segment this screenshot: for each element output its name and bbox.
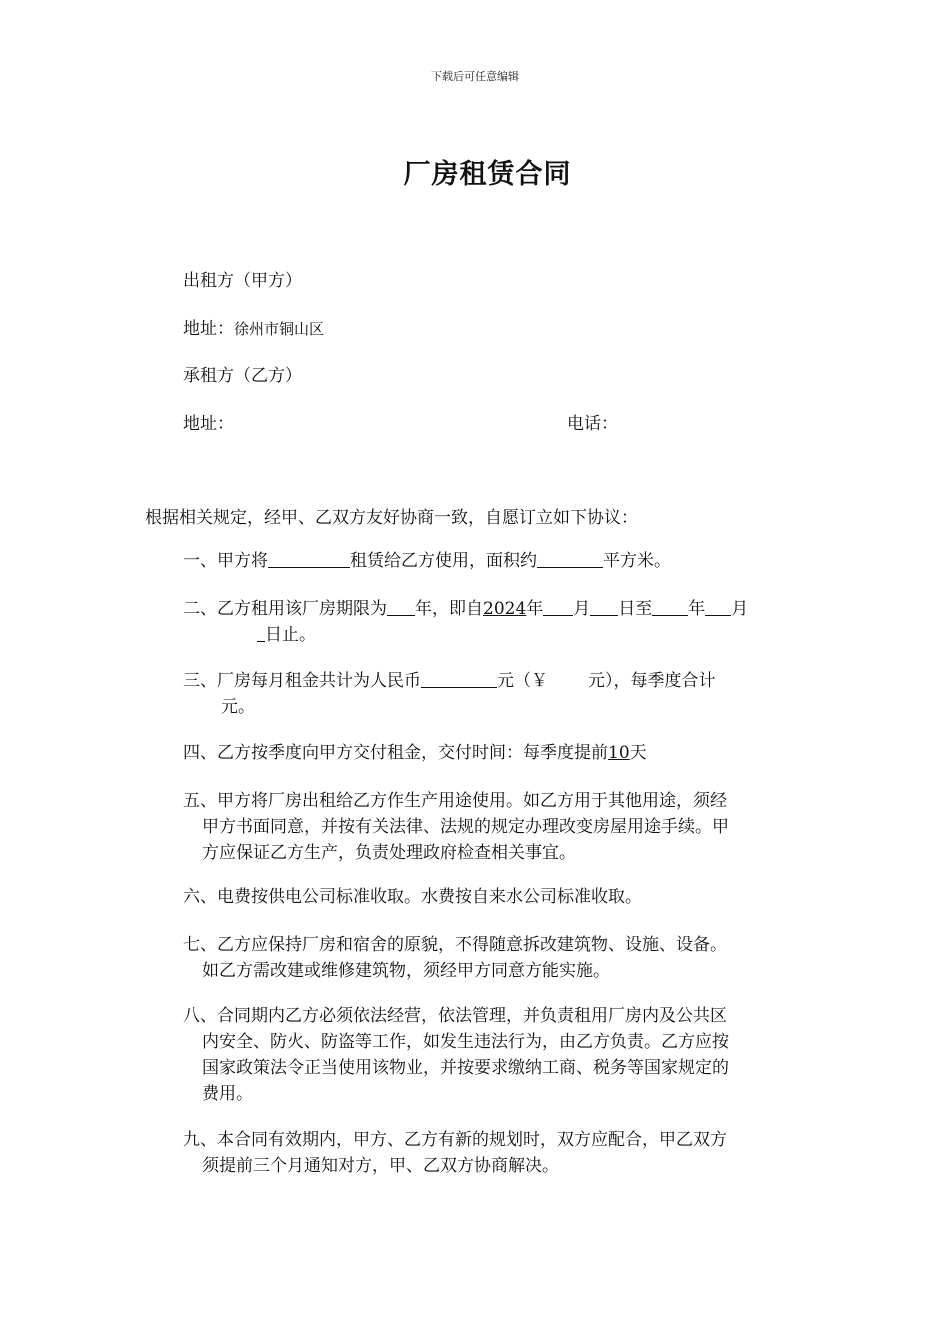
clause-3-text-b: 元（￥: [497, 671, 548, 691]
clause-3-text-a: 三、厂房每月租金共计为人民币: [183, 671, 421, 691]
contract-title: 厂房租赁合同: [403, 159, 572, 190]
clause-2-text-h: 日止。: [265, 625, 316, 645]
monthly-rent-blank: [421, 670, 497, 688]
start-day-blank: [590, 598, 618, 616]
clause-2-text-c: 年: [526, 599, 544, 619]
clause-2-text-g: 月: [731, 599, 749, 619]
lessor-address-value: 徐州市铜山区: [234, 320, 325, 338]
clause-1-text-c: 平方米。: [603, 551, 671, 571]
clause-9-line-1: 九、本合同有效期内，甲方、乙方有新的规划时，双方应配合，甲乙双方: [183, 1130, 727, 1150]
term-years-blank: [387, 598, 415, 616]
clause-2-text-b: 年，即自: [415, 599, 483, 619]
clause-8-line-4: 费用。: [202, 1084, 253, 1104]
end-day-blank: [257, 624, 265, 642]
clause-5-line-1: 五、甲方将厂房出租给乙方作生产用途使用。如乙方用于其他用途，须经: [183, 791, 727, 811]
clause-6: [183, 884, 803, 910]
clause-4-text-a: 四、乙方按季度向甲方交付租金，交付时间：每季度提前: [183, 743, 608, 763]
premises-blank: [268, 550, 350, 568]
clause-3-text-c: 元），每季度合计: [588, 671, 716, 691]
area-blank: [537, 550, 603, 568]
clause-1-text-b: 租赁给乙方使用，面积约: [350, 551, 537, 571]
lessee-label: 承租方（乙方）: [183, 366, 302, 386]
clause-7-line-1: 七、乙方应保持厂房和宿舍的原貌，不得随意拆改建筑物、设施、设备。: [183, 935, 727, 955]
clause-7: [183, 932, 803, 984]
clause-4: [183, 740, 803, 766]
lessee-address-label: 地址：: [183, 414, 234, 434]
clause-3: [183, 668, 803, 720]
clause-5-line-3: 方应保证乙方生产，负责处理政府检查相关事宜。: [202, 843, 576, 863]
end-month-blank: [705, 598, 731, 616]
start-month-blank: [543, 598, 573, 616]
start-year: 2024: [483, 599, 527, 619]
clause-2-text-d: 月: [573, 599, 591, 619]
clause-9-line-2: 须提前三个月通知对方，甲、乙双方协商解决。: [202, 1156, 559, 1176]
header-note: 下载后可任意编辑: [431, 70, 519, 83]
clause-2-text-f: 年: [688, 599, 706, 619]
lessor-address: [183, 314, 324, 339]
lessor-address-label: 地址：: [183, 319, 234, 339]
clause-2: [183, 596, 803, 648]
advance-days: 10: [608, 743, 630, 763]
clause-2-text-e: 日至: [618, 599, 653, 619]
clause-8-line-1: 八、合同期内乙方必须依法经营，依法管理，并负责租用厂房内及公共区: [183, 1006, 727, 1026]
clause-7-line-2: 如乙方需改建或维修建筑物，须经甲方同意方能实施。: [202, 961, 610, 981]
clause-3-text-d: 元。: [221, 697, 255, 717]
lessor-label: 出租方（甲方）: [183, 271, 302, 291]
clause-8-line-2: 内安全、防火、防盗等工作，如发生违法行为，由乙方负责。乙方应按: [202, 1032, 729, 1052]
clause-2-text-a: 二、乙方租用该厂房期限为: [183, 599, 387, 619]
clause-8: [183, 1003, 803, 1107]
clause-1-text-a: 一、甲方将: [183, 551, 268, 571]
intro-paragraph: 根据相关规定，经甲、乙双方友好协商一致，自愿订立如下协议：: [145, 508, 638, 528]
clause-1: [183, 548, 803, 574]
clause-9: [183, 1127, 803, 1179]
end-year-blank: [652, 598, 688, 616]
lessee-phone-label: 电话：: [567, 414, 618, 434]
clause-8-line-3: 国家政策法令正当使用该物业，并按要求缴纳工商、税务等国家规定的: [202, 1058, 729, 1078]
clause-4-text-b: 天: [629, 743, 647, 763]
clause-6-line-1: 六、电费按供电公司标准收取。水费按自来水公司标准收取。: [183, 887, 642, 907]
clause-5-line-2: 甲方书面同意，并按有关法律、法规的规定办理改变房屋用途手续。甲: [202, 817, 729, 837]
clause-5: [183, 788, 803, 866]
